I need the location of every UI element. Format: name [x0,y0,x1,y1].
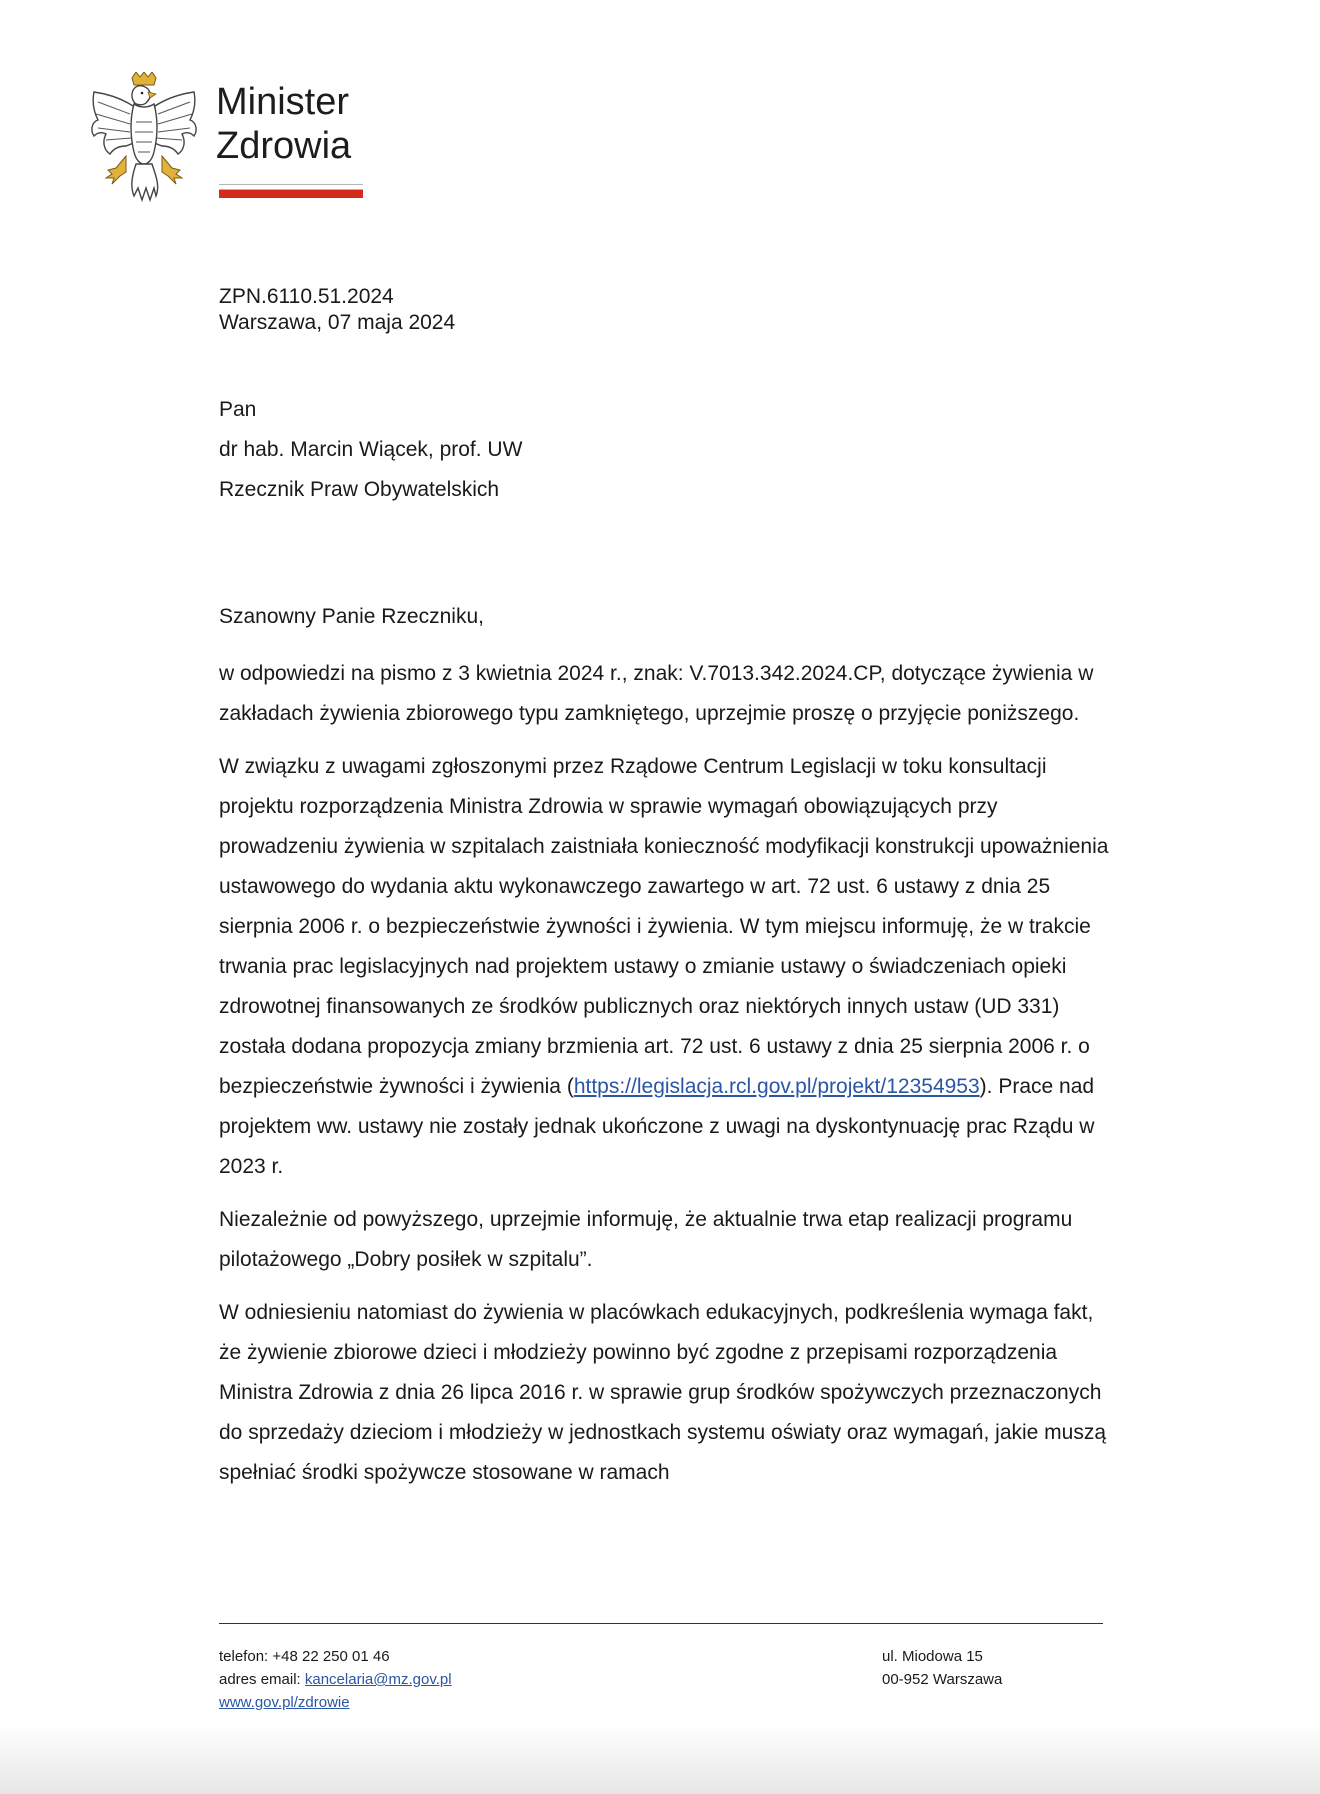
page-bottom-shadow [0,1724,1320,1794]
footer-contact [219,1645,452,1714]
body-paragraph-2-text-a: W związku z uwagami zgłoszonymi przez Rządowe Centrum Legislacji w toku konsultacji projektu rozporządzenia Ministra Zdrowia w sprawie wymagań obowiązujących przy prowadzeniu żywienia w szpitalach zaistniała konieczność modyfikacji konstrukcji upoważnienia ustawowego do wydania aktu wykonawczego zawartego w art. 72 ust. 6 ustawy z dnia 25 sierpnia 2006 r. o bezpieczeństwie żywności i żywienia. W tym miejscu informuję, że w trakcie trwania prac legislacyjnych nad projektem ustawy o zmianie ustawy o świadczeniach opieki zdrowotnej finansowanych ze środków publicznych oraz niektórych innych ustaw (UD 331) została dodana propozycja zmiany brzmienia art. 72 ust. 6 ustawy z dnia 25 sierpnia 2006 r. o bezpieczeństwie żywności i żywienia ( [219,755,1109,1098]
polish-eagle-icon [86,72,202,202]
footer-address-city: 00-952 Warszawa [882,1671,1003,1688]
brand-name [216,80,351,168]
letter-meta [219,284,455,336]
recipient-line-3: Rzecznik Praw Obywatelskich [219,478,500,501]
reference-number: ZPN.6110.51.2024 [219,285,394,308]
letter-body [219,654,1109,1506]
body-paragraph-1: w odpowiedzi na pismo z 3 kwietnia 2024 r., znak: V.7013.342.2024.CP, dotyczące żywienia w zakładach żywienia zbiorowego typu zamkniętego, uprzejmie proszę o przyjęcie poniższego. [219,662,1094,725]
brand-line-1: Minister [216,81,350,123]
footer-phone: telefon: +48 22 250 01 46 [219,1648,390,1665]
footer-address [882,1645,1002,1691]
body-paragraph-3: Niezależnie od powyższego, uprzejmie informuję, że aktualnie trwa etap realizacji programu pilotażowego „Dobry posiłek w szpitalu”. [219,1208,1073,1271]
recipient-block [219,390,522,510]
footer-website-link[interactable]: www.gov.pl/zdrowie [219,1694,350,1711]
footer-email-row [219,1668,452,1691]
footer-address-street: ul. Miodowa 15 [882,1648,983,1665]
footer-email-link[interactable]: kancelaria@mz.gov.pl [304,1671,452,1688]
footer-divider [219,1623,1103,1624]
flag-stripes [219,184,363,198]
recipient-line-1: Pan [219,398,257,421]
footer-website-row [219,1691,452,1714]
body-paragraph-4: W odniesieniu natomiast do żywienia w placówkach edukacyjnych, podkreślenia wymaga fakt, że żywienie zbiorowe dzieci i młodzieży powinno być zgodne z przepisami rozporządzenia Ministra Zdrowia z dnia 26 lipca 2016 r. w sprawie grup środków spożywczych przeznaczonych do sprzedaży dzieciom i młodzieży w jednostkach systemu oświaty oraz wymagań, jakie muszą spełniać środki spożywcze stosowane w ramach [219,1301,1107,1484]
recipient-line-2: dr hab. Marcin Wiącek, prof. UW [219,438,523,461]
body-paragraph-2-text-b: ). Prace nad projektem ww. ustawy nie zostały jednak ukończone z uwagi na dyskontynuację prac Rządu w 2023 r. [219,1075,1095,1178]
legislation-link[interactable]: https://legislacja.rcl.gov.pl/projekt/12354953 [573,1075,980,1098]
letterhead [86,72,386,202]
flag-red-stripe [219,190,363,198]
place-date: Warszawa, 07 maja 2024 [219,311,456,334]
footer-email-label: adres email: [219,1671,305,1688]
salutation: Szanowny Panie Rzeczniku, [219,605,484,628]
body-paragraph-2 [219,747,1109,1187]
brand-line-2: Zdrowia [216,125,352,167]
